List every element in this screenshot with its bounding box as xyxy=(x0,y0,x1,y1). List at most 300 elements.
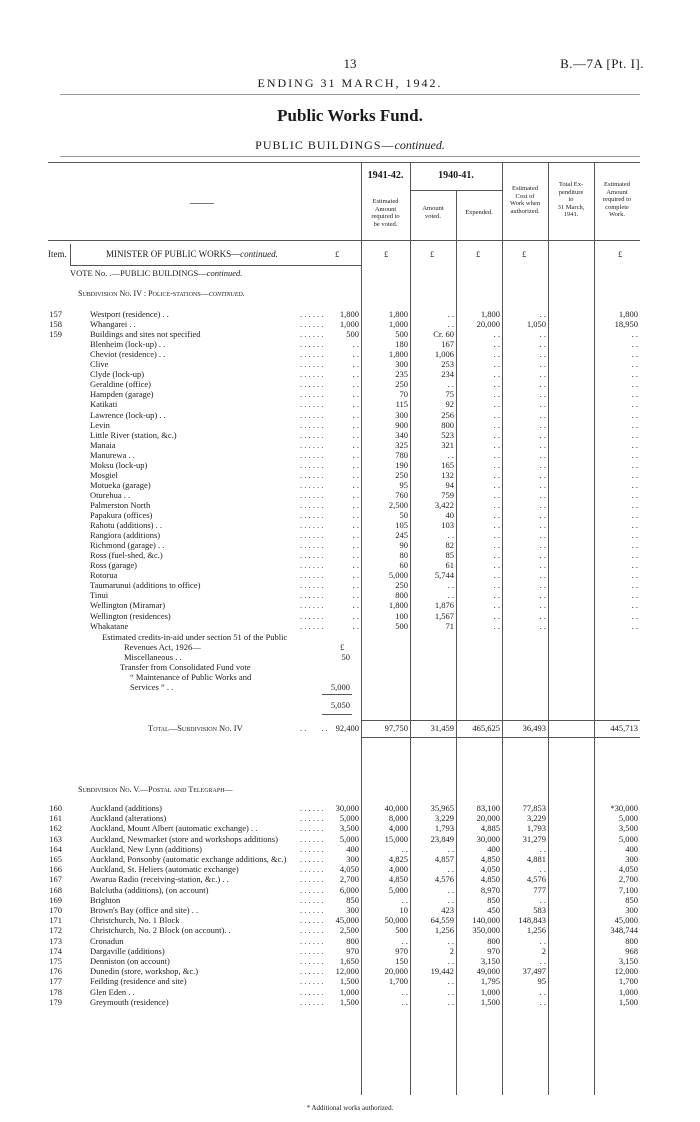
value-c3: 234 xyxy=(441,369,454,380)
value-c2: 115 xyxy=(395,399,408,410)
item-number: 167 xyxy=(49,874,62,885)
value-c3: 71 xyxy=(445,620,454,631)
value-c2: 190 xyxy=(395,459,408,470)
value-c6: . . xyxy=(631,459,638,470)
value-c1: 45,000 xyxy=(335,915,359,926)
header-line: complete xyxy=(605,203,629,211)
value-c3: 35,965 xyxy=(430,803,454,813)
value-c2: 250 xyxy=(395,469,408,480)
value-c6: 968 xyxy=(625,945,638,956)
value-c5: . . xyxy=(539,864,546,875)
subdivision-iv-heading xyxy=(78,289,245,298)
value-c3: 423 xyxy=(441,905,454,915)
credits-transfer-line-2: “ Maintenance of Public Works and xyxy=(130,672,252,682)
value-c3: 82 xyxy=(445,540,454,551)
value-c4: 140,000 xyxy=(472,915,500,926)
value-c3: 1,567 xyxy=(434,610,454,621)
vote-heading xyxy=(70,268,242,278)
total-iv-label: Total—Subdivision No. IV xyxy=(148,723,243,733)
leader-dots: . . . . . . xyxy=(300,530,324,541)
item-number: 158 xyxy=(49,319,62,330)
value-c4: . . xyxy=(493,349,500,360)
leader-dots: . . . . . . xyxy=(300,570,324,581)
value-c4: . . xyxy=(493,610,500,621)
value-c1: 850 xyxy=(346,894,359,905)
row-description: Taumarunui (additions to office) xyxy=(90,580,201,591)
row-description: Oturehua . . xyxy=(90,489,131,500)
value-c4: . . xyxy=(493,429,500,440)
leader-dots: . . . . . . xyxy=(300,813,324,824)
value-c2: 300 xyxy=(395,359,408,370)
value-c2: 1,000 xyxy=(388,319,408,330)
header-line: Work when xyxy=(510,200,540,207)
value-c6: 5,000 xyxy=(618,813,638,824)
value-c1: . . xyxy=(352,489,359,500)
value-c5: . . xyxy=(539,349,546,360)
row-description: Whakatane xyxy=(90,620,129,631)
leader-dots: . . . . . . xyxy=(300,925,324,936)
value-c3: 800 xyxy=(441,419,454,430)
leader-dots: . . . . . . xyxy=(300,479,324,490)
row-description: Rangiora (additions) xyxy=(90,530,161,541)
item-number: 174 xyxy=(49,945,62,956)
value-c3: . . xyxy=(447,309,454,319)
row-description: Westport (residence) . . xyxy=(90,309,169,319)
value-c6: . . xyxy=(631,499,638,510)
leader-dots: . . . . . . xyxy=(300,874,324,885)
value-c1: . . xyxy=(352,359,359,370)
value-c4: . . xyxy=(493,389,500,400)
value-c4: . . xyxy=(493,540,500,551)
value-c6: 1,800 xyxy=(618,309,638,319)
item-number: 162 xyxy=(49,823,62,834)
value-c6: 1,000 xyxy=(618,986,638,997)
header-line: 1941. xyxy=(563,211,579,218)
value-c1: . . xyxy=(352,610,359,621)
value-c6: . . xyxy=(631,399,638,410)
leader-dots: . . . . . . xyxy=(300,349,324,360)
value-c1: 1,500 xyxy=(339,996,359,1007)
row-description: Christchurch, No. 2 Block (on account). . xyxy=(90,925,231,936)
value-c3: 759 xyxy=(441,489,454,500)
item-number: 165 xyxy=(49,854,62,864)
value-c2: . . xyxy=(401,894,408,905)
value-c6: . . xyxy=(631,590,638,601)
header-line: required to xyxy=(602,196,632,203)
value-c5: . . xyxy=(539,600,546,611)
ministry-heading xyxy=(106,249,278,259)
value-c1: . . xyxy=(352,620,359,631)
value-c3: 1,006 xyxy=(434,349,454,360)
value-c1: 2,700 xyxy=(339,874,359,885)
value-c4: 450 xyxy=(487,905,500,915)
leader-dots: . . . . . . xyxy=(300,945,324,956)
value-c6: 2,700 xyxy=(618,874,638,885)
value-c2: 5,000 xyxy=(388,570,408,581)
header-line: be voted. xyxy=(373,220,398,228)
leader-dots: . . . . . . xyxy=(300,459,324,470)
value-c5: . . xyxy=(539,610,546,621)
value-c3: . . xyxy=(447,864,454,875)
value-c3: . . xyxy=(447,894,454,905)
value-c1: . . xyxy=(352,449,359,460)
value-c6: . . xyxy=(631,419,638,430)
value-c5: 31,279 xyxy=(522,833,546,844)
value-c1: 1,650 xyxy=(339,956,359,966)
value-c3: 256 xyxy=(441,409,454,420)
value-c4: 400 xyxy=(487,843,500,854)
value-c1: . . xyxy=(352,560,359,571)
value-c4: . . xyxy=(493,399,500,410)
row-description: Little River (station, &c.) xyxy=(90,429,177,440)
row-description: Levin xyxy=(90,419,110,430)
value-c1: 1,500 xyxy=(339,976,359,987)
pound-symbol: £ xyxy=(522,249,527,259)
value-c2: 180 xyxy=(395,339,408,350)
value-c3: 19,442 xyxy=(430,966,454,977)
total-iv-c2: 97,750 xyxy=(384,723,408,733)
credits-total-rule xyxy=(322,714,352,715)
item-number: 168 xyxy=(49,884,62,895)
value-c2: 150 xyxy=(395,956,408,966)
value-c2: 20,000 xyxy=(384,966,408,977)
total-iv-c6: 445,713 xyxy=(610,723,638,733)
value-c6: . . xyxy=(631,469,638,480)
leader-dots: . . . . . . xyxy=(300,489,324,500)
value-c1: 500 xyxy=(346,329,359,340)
value-c2: 250 xyxy=(395,379,408,390)
row-description: Cronadun xyxy=(90,935,124,946)
value-c5: . . xyxy=(539,479,546,490)
value-c3: . . xyxy=(447,884,454,895)
value-c4: . . xyxy=(493,329,500,340)
row-description: Moksu (lock-up) xyxy=(90,459,148,470)
row-description: Feilding (residence and site) xyxy=(90,976,187,987)
value-c2: 15,000 xyxy=(384,833,408,844)
leader-dots: . . . . . . xyxy=(300,905,324,915)
value-c3: . . xyxy=(447,996,454,1007)
value-c1: . . xyxy=(352,600,359,611)
value-c6: . . xyxy=(631,560,638,571)
value-c6: . . xyxy=(631,429,638,440)
header-line: required to xyxy=(371,213,400,220)
value-c6: 1,500 xyxy=(618,996,638,1007)
row-description: Denniston (on account) xyxy=(90,956,170,966)
leader-dots: . . . . . . xyxy=(300,996,324,1007)
leader-dots: . . . . . . xyxy=(300,399,324,410)
value-c2: 50,000 xyxy=(384,915,408,926)
header-line: 31 March, xyxy=(557,203,585,211)
item-number: 171 xyxy=(49,915,62,926)
value-c1: 970 xyxy=(346,945,359,956)
fund-title: Public Works Fund. xyxy=(277,106,423,125)
value-c4: . . xyxy=(493,339,500,350)
value-c1: . . xyxy=(352,409,359,420)
value-c1: . . xyxy=(352,530,359,541)
value-c1: 5,000 xyxy=(339,833,359,844)
value-c4: . . xyxy=(493,590,500,601)
value-c4: . . xyxy=(493,439,500,450)
value-c2: 100 xyxy=(395,610,408,621)
value-c3: 23,849 xyxy=(430,833,454,844)
value-c1: . . xyxy=(352,580,359,591)
row-description: Manurewa . . xyxy=(90,449,135,460)
value-c1: 4,050 xyxy=(339,864,359,875)
value-c5: 1,256 xyxy=(526,925,546,936)
row-description: Richmond (garage) . . xyxy=(90,540,165,551)
leader-dots: . . . . . . xyxy=(300,600,324,611)
value-c1: . . xyxy=(352,540,359,551)
value-c3: 165 xyxy=(441,459,454,470)
item-number: 160 xyxy=(49,803,62,813)
value-c1: . . xyxy=(352,550,359,561)
row-description: Auckland, Ponsonby (automatic exchange additions, &c.) xyxy=(90,854,287,864)
item-number: 166 xyxy=(49,864,62,875)
value-c6: 300 xyxy=(625,854,638,864)
leader-dots: . . . . . . xyxy=(300,359,324,370)
leader-dots: . . . . . . xyxy=(300,976,324,987)
value-c4: 4,050 xyxy=(480,864,500,875)
leader-dots: . . . . . . xyxy=(300,843,324,854)
value-c5: 4,576 xyxy=(526,874,546,885)
value-c2: 245 xyxy=(395,530,408,541)
value-c2: 70 xyxy=(399,389,408,400)
vote-rule xyxy=(70,265,361,266)
row-description: Brown's Bay (office and site) . . xyxy=(90,905,199,915)
header-line: penditure xyxy=(558,188,584,196)
item-number: 172 xyxy=(49,925,62,936)
value-c4: 350,000 xyxy=(472,925,500,936)
leader-dots: . . . . . . xyxy=(300,379,324,390)
value-c3: . . xyxy=(447,935,454,946)
value-c2: 500 xyxy=(395,620,408,631)
item-number: 178 xyxy=(49,986,62,997)
value-c1: . . xyxy=(352,510,359,520)
value-c5: 148,843 xyxy=(518,915,546,926)
value-c3: 3,229 xyxy=(434,813,454,824)
value-c2: 4,825 xyxy=(388,854,408,864)
header-line: authorized. xyxy=(510,207,540,215)
value-c5: . . xyxy=(539,399,546,410)
value-c2: 500 xyxy=(395,329,408,340)
leader-dots: . . . . . . xyxy=(300,884,324,895)
value-c3: 40 xyxy=(445,510,454,520)
value-c2: 970 xyxy=(395,945,408,956)
value-c2: 90 xyxy=(399,540,408,551)
row-description: Mosgiel xyxy=(90,469,118,480)
value-c4: 1,500 xyxy=(480,996,500,1007)
value-c6: 800 xyxy=(625,935,638,946)
leader-dots: . . . . . . xyxy=(300,499,324,510)
value-c2: 4,000 xyxy=(388,864,408,875)
row-description: Clive xyxy=(90,359,109,370)
item-number: 169 xyxy=(49,894,62,905)
item-column-label: Item. xyxy=(48,249,67,259)
value-c5: . . xyxy=(539,309,546,319)
value-c5: . . xyxy=(539,620,546,631)
header-line: Estimated xyxy=(512,185,538,192)
value-c2: 800 xyxy=(395,590,408,601)
value-c3: 103 xyxy=(441,520,454,531)
item-number: 161 xyxy=(49,813,62,824)
leader-dots: . . . . . . xyxy=(300,469,324,480)
value-c6: . . xyxy=(631,570,638,581)
value-c4: . . xyxy=(493,359,500,370)
value-c2: 4,000 xyxy=(388,823,408,834)
value-c3: 4,576 xyxy=(434,874,454,885)
value-c2: 250 xyxy=(395,580,408,591)
vote-name: VOTE No. .—PUBLIC BUILDINGS— xyxy=(70,268,207,278)
value-c3: 61 xyxy=(445,560,454,571)
value-c3: 92 xyxy=(445,399,454,410)
value-c3: . . xyxy=(447,379,454,390)
value-c6: 5,000 xyxy=(618,833,638,844)
leader-dots: . . . . . . xyxy=(300,449,324,460)
leader-dots: . . . . . . xyxy=(300,590,324,601)
total-iv-c4: 465,625 xyxy=(472,723,500,733)
value-c1: 800 xyxy=(346,935,359,946)
value-c3: 1,793 xyxy=(434,823,454,834)
value-c6: 18,950 xyxy=(614,319,638,330)
value-c5: . . xyxy=(539,560,546,571)
value-c6: 4,050 xyxy=(618,864,638,875)
leader-dots: . . . . . . xyxy=(300,540,324,551)
value-c1: . . xyxy=(352,419,359,430)
item-number: 157 xyxy=(49,309,62,319)
value-c5: . . xyxy=(539,489,546,500)
credits-transfer-value: 5,000 xyxy=(330,682,350,692)
value-c5: . . xyxy=(539,520,546,531)
leader-dots: . . . . . . xyxy=(300,620,324,631)
page-number: 13 xyxy=(343,56,357,71)
header-line: Amount xyxy=(422,205,444,212)
section-title-main: PUBLIC BUILDINGS— xyxy=(255,138,395,152)
row-description: Blenheim (lock-up) . . xyxy=(90,339,166,350)
leader-dots: . . . . . . xyxy=(300,560,324,571)
value-c3: 85 xyxy=(445,550,454,561)
leader-dots: . . . . . . xyxy=(300,429,324,440)
estimates-table: —— 1941-42. 1940-41. Estimated Amount required to be voted. Amount voted. Expended. Estimated Cost of Work when authorized. Total Ex- penditure to 31 March, 1941. Estimated Amount required to complete Work. Item. MINISTER OF PUBLIC WORKS—continued. £ £ £ £ £ £ VOTE No. .—PUBLIC BUILDINGS—continued. Subdivision No. IV : Police-stations—continued. 157 Westport (residence) . . . . . . . . 1,800 1,800 . . 1,800 . . 1,800 158 Whangarei . . . . . . . . 1,000 1,000 . . 20,000 1,050 18,950 159 Buildings and sites not specified . . . . . . 500 500 Cr. 60 . . . . . . Blenheim (lock-up) . . . . . . . . . . 180 167 . . . . . . Cheviot (residence) . . . . . . . . . . 1,800 1,006 . . . . . . Clive . . . . . . . . 300 253 . . . . . . Clyde (lock-up) . . . . . . . . 235 234 . . . . . . Geraldine (office) . . . . . . . . 250 . . . . . . . . Hampden (garage) . . . . . . . . 70 75 . . . . . . Katikati . . . . . . . . 115 92 . . . . . . Lawrence (lock-up) . . . . . . . . . . 300 256 . . . . . . Levin . . . . . . . . 900 800 . . . . . . Little River (station, &c.) . . . . . . . . 340 523 . . . . . . Manaia . . . . . . . . 325 321 . . . . . . Manurewa . . . . . . . . . . 780 . . . . . . . . Moksu (lock-up) . . . . . . . . 190 165 . . . . . . Mosgiel . . . . . . . . 250 132 . . . . . . Motueka (garage) . . . . . . . . 95 94 . . . . . . Oturehua . . . . . . . . . . 760 759 . . . . . . Palmerston North . . . . . . . . 2,500 3,422 . . . . . . Papakura (offices) . . . . . . . . 50 40 . . . . . . Rahotu (additions) . . . . . . . . . . 105 103 . . . . . . Rangiora (additions) . . . . . . . . 245 . . . . . . . . Richmond (garage) . . . . . . . . . . 90 82 . . . . . . Ross (fuel-shed, &c.) . . . . . . . . 80 85 . . . . . . Ross (garage) . . . . . . . . 60 61 . . . . . . Rotorua . . . . . . . . 5,000 5,744 . . . . . . Taumarunui (additions to office) . . . . . . . . 250 . . . . . . . . Tinui . . . . . . . . 800 . . . . . . . . Wellington (Miramar) . . . . . . . . 1,800 1,876 . . . . . . Wellington (residences) . . . . . . . . 100 1,567 . . . . . . Whakatane . . . . . . . . 500 71 . . . . . . Estimated credits-in-aid under section 51 of the Public Revenues Act, 1926— £ Miscellaneous . . 50 Transfer from Consolidated Fund vote “ Maintenance of Public Works and Services ” . . 5,000 5,050 Total—Subdivision No. IV . . . . 92,400 97,750 31,459 465,625 36,493 445,713 Subdivision No. V.—Postal and Telegraph— 160 Auckland (additions) . . . . . . 30,000 40,000 35,965 83,100 77,853 *30,000 161 Auckland (alterations) . . . . . . 5,000 8,000 3,229 20,000 3,229 5,000 162 Auckland, Mount Albert (automatic exchange) . . . . . . . . 3,500 4,000 1,793 4,885 1,793 3,500 163 Auckland, Newmarket (store and workshops additions) . . . . . . 5,000 15,000 23,849 30,000 31,279 5,000 164 Auckland, New Lynn (additions) . . . . . . 400 . . . . 400 . . 400 165 Auckland, Ponsonby (automatic exchange additions, &c.) . . . . . . 300 4,825 4,857 4,850 4,881 300 166 Auckland, St. Heliers (automatic exchange) . . . . . . 4,050 4,000 . . 4,050 . . 4,050 167 Awarua Radio (receiving-station, &c.) . . . . . . . . 2,700 4,850 4,576 4,850 4,576 2,700 168 Balclutha (additions), (on account) . . . . . . 6,000 5,000 . . 8,970 777 7,100 169 Brighton . . . . . . 850 . . . . 850 . . 850 170 Brown's Bay (office and site) . . . . . . . . 300 10 423 450 583 300 171 Christchurch, No. 1 Block . . . . . . 45,000 50,000 64,559 140,000 148,843 45,000 172 Christchurch, No. 2 Block (on account). . . . . . . . 2,500 500 1,256 350,000 1,256 348,744 173 Cronadun . . . . . . 800 . . . . 800 . . 800 174 Dargaville (additions) . . . . . . 970 970 2 970 2 968 175 Denniston (on account) . . . . . . 1,650 150 . . 3,150 . . 3,150 176 Dunedin (store, workshop, &c.) . . . . . . 12,000 20,000 19,442 49,000 37,497 12,000 177 Feilding (residence and site) . . . . . . 1,500 1,700 . . 1,795 95 1,700 178 Glen Eden . . . . . . . . 1,000 . . . . 1,000 . . 1,000 179 Greymouth (residence) . . . . . . 1,500 . . . . 1,500 . . 1,500 * Additional works authorized. xyxy=(0,0,700,1122)
subdivision-iv-title: Subdivision No. IV : Police-stations— xyxy=(78,289,209,298)
value-c6: 3,150 xyxy=(618,956,638,966)
value-c6: 7,100 xyxy=(618,884,638,895)
leader-dots: . . . . . . xyxy=(300,823,324,834)
row-description: Auckland (additions) xyxy=(90,803,162,813)
row-description: Balclutha (additions), (on account) xyxy=(90,884,209,895)
value-c6: . . xyxy=(631,580,638,591)
value-c2: 8,000 xyxy=(388,813,408,824)
value-c3: 132 xyxy=(441,469,454,480)
pound-symbol: £ xyxy=(476,249,481,259)
row-description: Wellington (Miramar) xyxy=(90,600,166,611)
value-c2: 40,000 xyxy=(384,803,408,813)
value-c4: 4,885 xyxy=(480,823,500,834)
leader-dots: . . . . . . xyxy=(300,329,324,340)
value-c2: 300 xyxy=(395,409,408,420)
leader-dots: . . . . . . xyxy=(300,520,324,531)
value-c2: 80 xyxy=(399,550,408,561)
value-c2: 1,800 xyxy=(388,349,408,360)
value-c5: . . xyxy=(539,590,546,601)
item-number: 179 xyxy=(49,996,62,1007)
value-c6: 45,000 xyxy=(614,915,638,926)
value-c4: . . xyxy=(493,499,500,510)
row-description: Glen Eden . . xyxy=(90,986,135,997)
value-c3: . . xyxy=(447,843,454,854)
leader-dots: . . . . . . xyxy=(300,309,324,319)
leader-dots: . . . . . . xyxy=(300,915,324,926)
value-c1: . . xyxy=(352,369,359,380)
value-c1: 5,000 xyxy=(339,813,359,824)
credits-transfer-line-3: Services ” . . xyxy=(130,682,174,692)
value-c1: 6,000 xyxy=(339,884,359,895)
value-c6: 300 xyxy=(625,905,638,915)
leader-dots: . . . . . . xyxy=(300,580,324,591)
credits-line-2: Revenues Act, 1926— xyxy=(124,642,201,652)
value-c3: 64,559 xyxy=(430,915,454,926)
value-c5: . . xyxy=(539,550,546,561)
value-c4: . . xyxy=(493,479,500,490)
item-number: 175 xyxy=(49,956,62,966)
row-description: Auckland, Mount Albert (automatic exchange) . . xyxy=(90,823,258,834)
value-c3: . . xyxy=(447,956,454,966)
col-header-estimated-amount xyxy=(361,198,410,228)
row-description: Auckland, St. Heliers (automatic exchange) xyxy=(90,864,239,875)
value-c3: 1,876 xyxy=(434,600,454,611)
value-c5: . . xyxy=(539,530,546,541)
value-c1: . . xyxy=(352,339,359,350)
value-c4: 20,000 xyxy=(476,813,500,824)
leader-dots: . . . . . . xyxy=(300,894,324,905)
value-c1: 300 xyxy=(346,854,359,864)
value-c4: . . xyxy=(493,489,500,500)
value-c3: 321 xyxy=(441,439,454,450)
value-c3: Cr. 60 xyxy=(433,329,454,340)
row-description: Rahotu (additions) . . xyxy=(90,520,163,531)
value-c3: 3,422 xyxy=(434,499,454,510)
value-c4: 1,795 xyxy=(480,976,500,987)
pound-symbol: £ xyxy=(430,249,435,259)
value-c1: . . xyxy=(352,439,359,450)
subdivision-iv-continued: continued. xyxy=(208,289,245,298)
item-number: 173 xyxy=(49,935,62,946)
value-c6: . . xyxy=(631,349,638,360)
page-heading: ENDING 31 MARCH, 1942. xyxy=(257,76,443,90)
leader-dots: . . . . . . xyxy=(300,833,324,844)
value-c2: 340 xyxy=(395,429,408,440)
value-c5: . . xyxy=(539,359,546,370)
col-header-estimated-cost xyxy=(502,185,548,215)
leader-dots: . . . . . . xyxy=(300,510,324,520)
row-description: Awarua Radio (receiving-station, &c.) . . xyxy=(90,874,229,885)
value-c2: 5,000 xyxy=(388,884,408,895)
value-c5: . . xyxy=(539,986,546,997)
value-c6: 3,500 xyxy=(618,823,638,834)
value-c6: . . xyxy=(631,510,638,520)
value-c1: . . xyxy=(352,479,359,490)
value-c4: 1,800 xyxy=(480,309,500,319)
value-c5: 4,881 xyxy=(526,854,546,864)
value-c4: . . xyxy=(493,550,500,561)
value-c5: 2 xyxy=(541,945,546,956)
header-line: to xyxy=(568,196,574,203)
value-c4: . . xyxy=(493,449,500,460)
value-c3: 2 xyxy=(449,945,454,956)
value-c4: . . xyxy=(493,520,500,531)
value-c2: 325 xyxy=(395,439,408,450)
value-c1: 1,000 xyxy=(339,319,359,330)
value-c6: . . xyxy=(631,530,638,541)
